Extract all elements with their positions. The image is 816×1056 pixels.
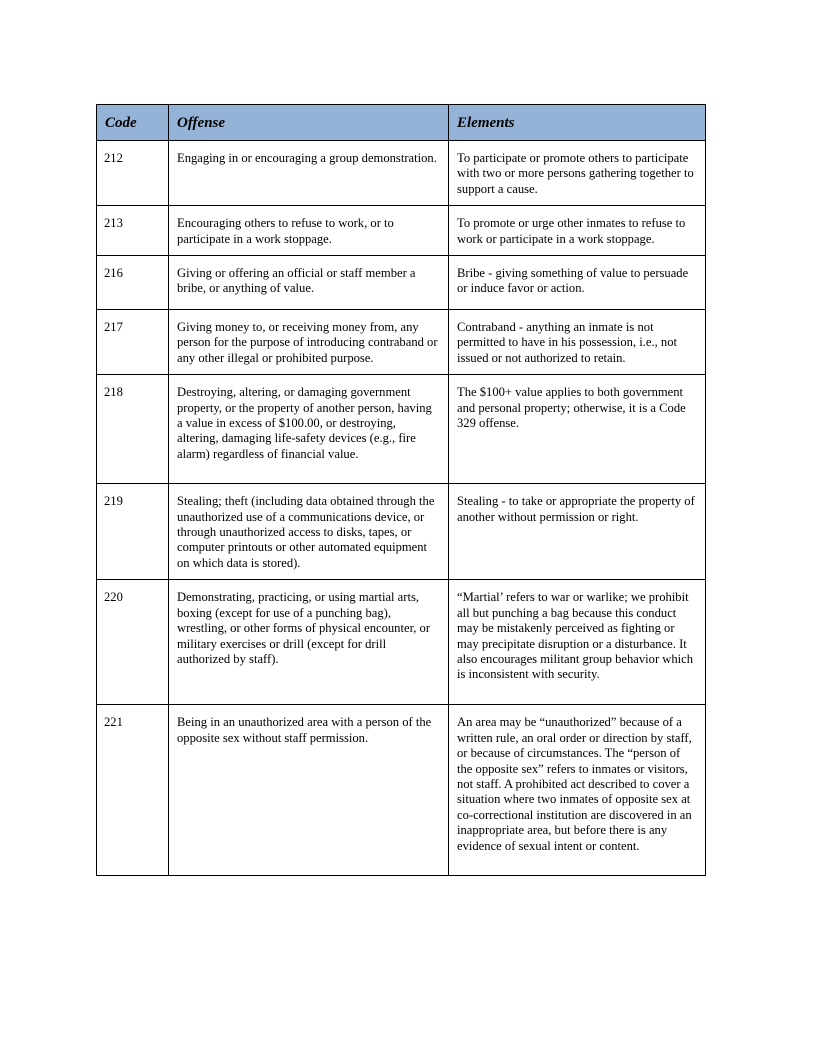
elements-cell: “Martial’ refers to war or warlike; we prohibit all but punching a bag because this conduct may be mistakenly perceived as fighting or may precipitate disruption or a disturbance. It also encourages militant group behavior which is inconsistent with security. (449, 580, 706, 705)
offense-cell: Destroying, altering, or damaging government property, or the property of another person, having a value in excess of $100.00, or destroying, altering, damaging life-safety devices (e.g., fire alarm) regardless of financial value. (169, 375, 449, 484)
offense-cell: Giving money to, or receiving money from, any person for the purpose of introducing contraband or any other illegal or prohibited purpose. (169, 310, 449, 375)
table-row (97, 310, 706, 375)
code-cell: 217 (97, 310, 169, 375)
table-row (97, 256, 706, 310)
offense-cell: Encouraging others to refuse to work, or to participate in a work stoppage. (169, 206, 449, 256)
table-row (97, 206, 706, 256)
table-row (97, 141, 706, 206)
code-cell: 212 (97, 141, 169, 206)
header-offense: Offense (169, 105, 449, 141)
header-elements: Elements (449, 105, 706, 141)
offense-cell: Engaging in or encouraging a group demonstration. (169, 141, 449, 206)
elements-cell: To participate or promote others to participate with two or more persons gathering together to support a cause. (449, 141, 706, 206)
code-cell: 216 (97, 256, 169, 310)
code-cell: 219 (97, 484, 169, 580)
code-cell: 221 (97, 705, 169, 876)
table-row (97, 705, 706, 876)
table-row (97, 580, 706, 705)
elements-cell: An area may be “unauthorized” because of a written rule, an oral order or direction by staff, or because of circumstances. The “person of the opposite sex” refers to inmates or visitors, not staff. A prohibited act described to cover a situation where two inmates of opposite sex at co-correctional institution are discovered in an inappropriate area, but before there is any evidence of sexual intent or content. (449, 705, 706, 876)
elements-cell: The $100+ value applies to both government and personal property; otherwise, it is a Code 329 offense. (449, 375, 706, 484)
header-code: Code (97, 105, 169, 141)
elements-cell: Contraband - anything an inmate is not permitted to have in his possession, i.e., not issued or not authorized to retain. (449, 310, 706, 375)
table-header-row (97, 105, 706, 141)
code-cell: 213 (97, 206, 169, 256)
offense-table (96, 104, 706, 876)
offense-cell: Stealing; theft (including data obtained through the unauthorized use of a communications device, or through unauthorized access to disks, tapes, or computer printouts or other automated equipment on which data is stored). (169, 484, 449, 580)
elements-cell: To promote or urge other inmates to refuse to work or participate in a work stoppage. (449, 206, 706, 256)
table-row (97, 375, 706, 484)
elements-cell: Stealing - to take or appropriate the property of another without permission or right. (449, 484, 706, 580)
table-row (97, 484, 706, 580)
offense-cell: Being in an unauthorized area with a person of the opposite sex without staff permission. (169, 705, 449, 876)
offense-cell: Giving or offering an official or staff member a bribe, or anything of value. (169, 256, 449, 310)
elements-cell: Bribe - giving something of value to persuade or induce favor or action. (449, 256, 706, 310)
code-cell: 220 (97, 580, 169, 705)
offense-cell: Demonstrating, practicing, or using martial arts, boxing (except for use of a punching bag), wrestling, or other forms of physical encounter, or military exercises or drill (except for drill authorized by staff). (169, 580, 449, 705)
code-cell: 218 (97, 375, 169, 484)
